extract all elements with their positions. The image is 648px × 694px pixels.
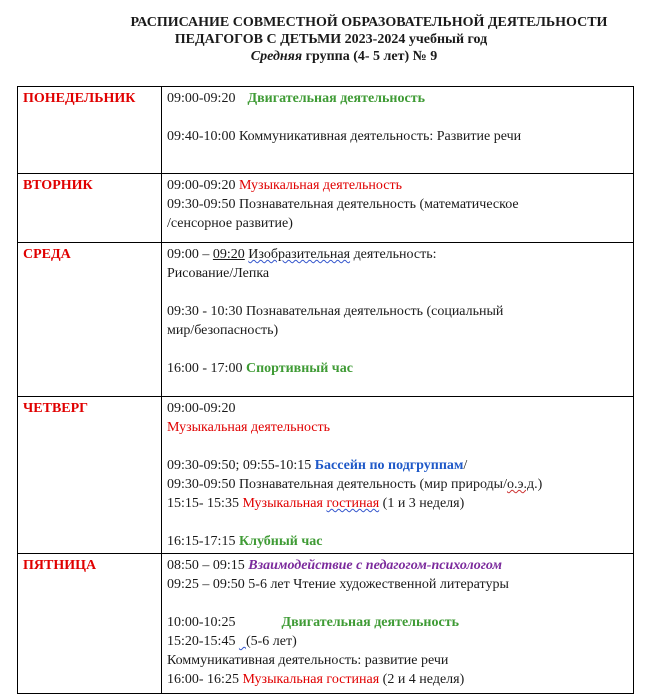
entry-note: (1 и 3 неделя) (379, 496, 465, 511)
activities-monday (162, 87, 634, 174)
entry-cont: /сенсорное развитие) (167, 216, 293, 231)
entry: 09:25 – 09:50 5-6 лет Чтение художественной литературы (167, 577, 509, 592)
entry-activity: Взаимодействие с педагогом-психологом (248, 558, 502, 573)
row-friday (18, 554, 634, 694)
entry-activity: Музыкальная (242, 496, 327, 511)
entry (167, 613, 628, 632)
day-tuesday: ВТОРНИК (18, 174, 162, 243)
punct: .) (534, 477, 543, 492)
entry-time: 08:50 – 09:15 (167, 558, 249, 573)
entry-activity: Музыкальная гостиная (242, 672, 380, 687)
activities-tuesday (162, 174, 634, 243)
row-monday (18, 87, 634, 174)
day-wednesday: СРЕДА (18, 243, 162, 397)
entry: Коммуникативная деятельность: развитие речи (167, 653, 449, 668)
entry-note: (2 и 4 неделя) (379, 672, 465, 687)
slash: / (463, 458, 468, 473)
entry-activity: Двигательная деятельность (281, 615, 459, 630)
row-wednesday (18, 243, 634, 397)
entry-time: 16:15-17:15 (167, 534, 239, 549)
wavy-gap (239, 634, 246, 649)
entry-time: 09:00-09:20 (167, 91, 236, 106)
entry-activity: Клубный час (238, 534, 323, 549)
activities-friday (162, 554, 634, 694)
entry-activity-2: гостиная (326, 496, 380, 511)
entry (167, 556, 628, 575)
title-line-2: ПЕДАГОГОВ С ДЕТЬМИ 2023-2024 учебный год (174, 32, 488, 47)
entry-time: 16:00- 16:25 (167, 672, 243, 687)
entry-time: 10:00-10:25 (167, 615, 236, 630)
document-title (0, 14, 648, 65)
entry (167, 475, 628, 494)
day-friday: ПЯТНИЦА (18, 554, 162, 694)
title-line-3 (0, 48, 648, 65)
entry (167, 359, 628, 378)
entry-note: (5-6 лет) (245, 634, 297, 649)
entry-activity: Бассейн по подгруппам (314, 458, 464, 473)
entry-time: 16:00 - 17:00 (167, 361, 246, 376)
entry (167, 494, 628, 513)
row-thursday (18, 397, 634, 554)
entry-cont: Рисование/Лепка (167, 266, 270, 281)
entry (167, 176, 628, 195)
group-level: Средняя (250, 49, 303, 64)
entry: 09:30 - 10:30 Познавательная деятельность (социальный (167, 304, 504, 319)
entry (167, 670, 628, 689)
entry-activity-rest: деятельность: (350, 247, 437, 262)
entry-time: 09:30-09:50; 09:55-10:15 (167, 458, 315, 473)
entry-activity: Музыкальная деятельность (167, 420, 331, 435)
entry-activity: Музыкальная деятельность (238, 178, 402, 193)
entry (167, 89, 628, 108)
title-line-1: РАСПИСАНИЕ СОВМЕСТНОЙ ОБРАЗОВАТЕЛЬНОЙ ДЕЯТЕЛЬНОСТИ (130, 15, 608, 30)
day-monday: ПОНЕДЕЛЬНИК (18, 87, 162, 174)
entry (167, 245, 628, 264)
entry-cont: мир/безопасность) (167, 323, 279, 338)
entry-time: 09:00-09:20 (167, 178, 239, 193)
entry-time: 15:20-15:45 (167, 634, 239, 649)
schedule-table (17, 86, 634, 694)
entry-activity: Изобразительная (248, 247, 351, 262)
entry-time: 15:15- 15:35 (167, 496, 243, 511)
entry-activity: Спортивный час (245, 361, 353, 376)
day-thursday: ЧЕТВЕРГ (18, 397, 162, 554)
entry (167, 456, 628, 475)
entry: 09:30-09:50 Познавательная деятельность (математическое (167, 197, 519, 212)
activities-thursday (162, 397, 634, 554)
group-name: группа (4- 5 лет) № 9 (302, 49, 438, 64)
entry: 09:40-10:00 Коммуникативная деятельность: Развитие речи (167, 129, 522, 144)
abbrev: о.э.д (506, 477, 535, 492)
entry-activity: Двигательная деятельность (247, 91, 425, 106)
entry-activity: 09:30-09:50 Познавательная деятельность (мир природы/ (167, 477, 507, 492)
entry (167, 632, 628, 651)
entry-time: 09:00 – (167, 247, 213, 262)
row-tuesday (18, 174, 634, 243)
entry (167, 532, 628, 551)
entry: 09:00-09:20 (167, 401, 236, 416)
activities-wednesday (162, 243, 634, 397)
entry-time-end: 09:20 (212, 247, 245, 262)
